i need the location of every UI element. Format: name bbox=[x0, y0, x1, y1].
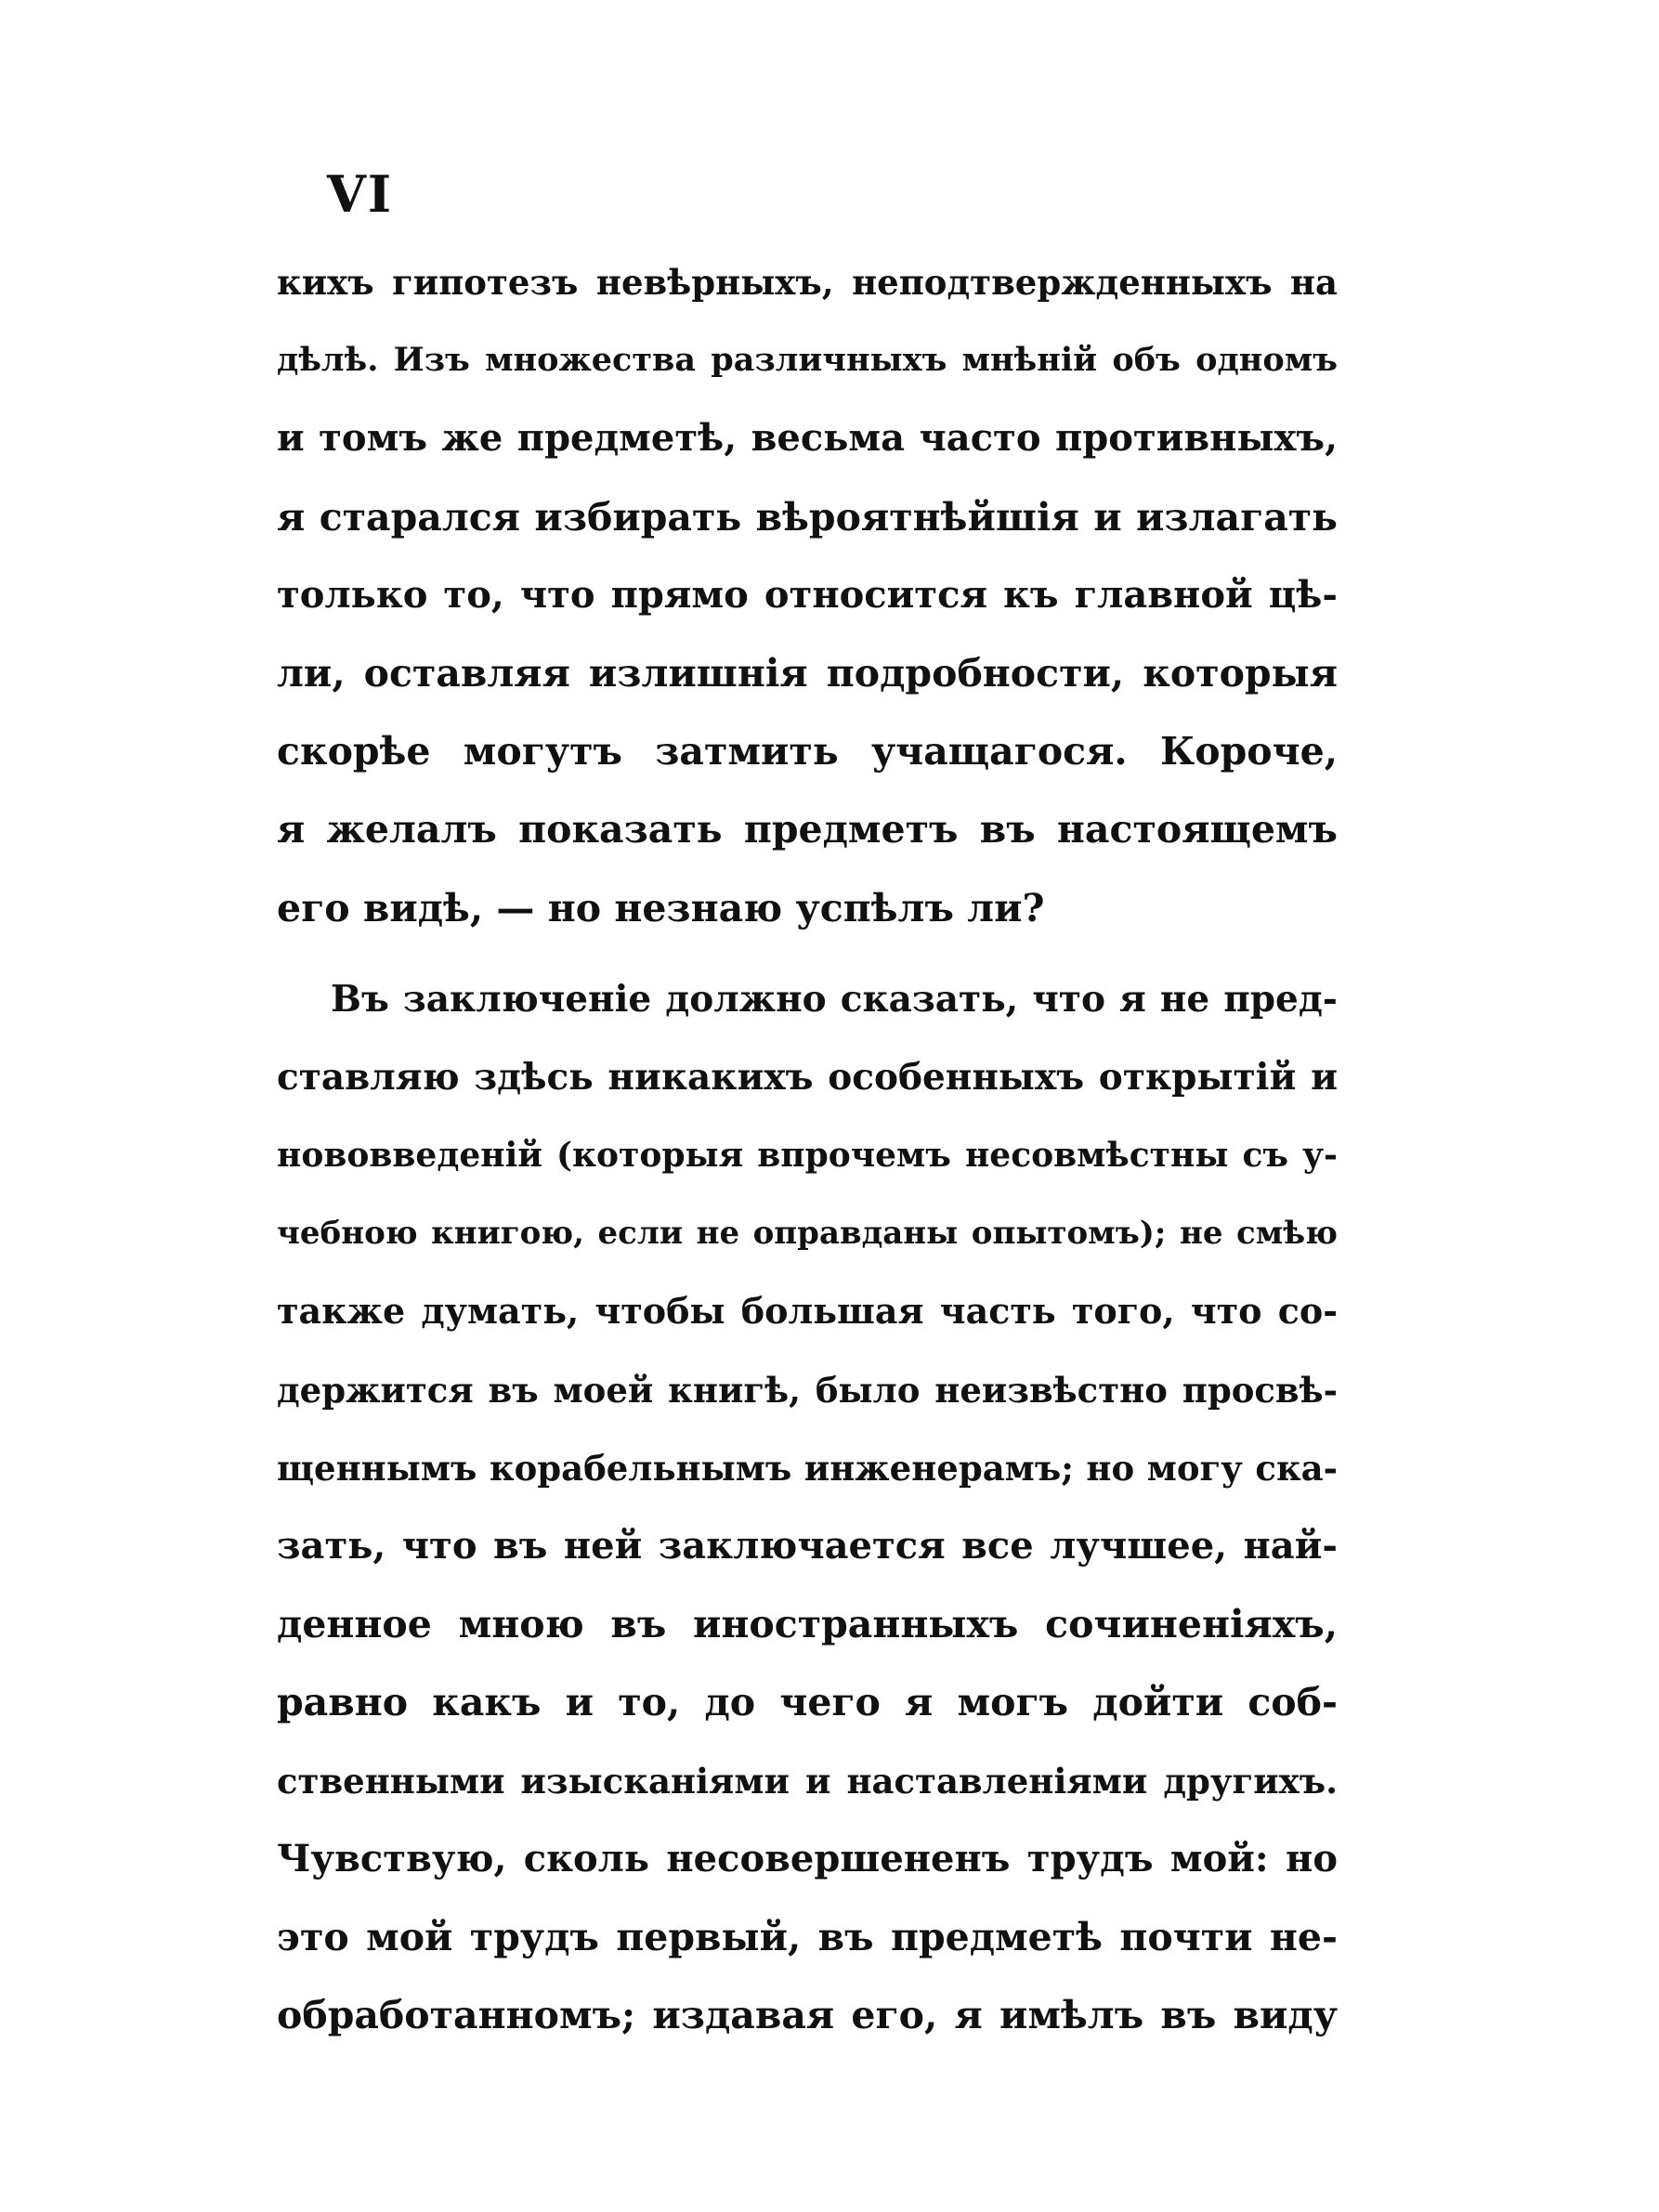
text-line: ли, оставляя излишнія подробности, которыя bbox=[277, 650, 1338, 696]
text-line: скорѣе могутъ затмить учащагося. Короче, bbox=[277, 729, 1338, 774]
text-line: я старался избирать вѣроятнѣйшія и излагать bbox=[277, 494, 1338, 540]
text-line: дѣлѣ. Изъ множества различныхъ мнѣній объ одномъ bbox=[277, 341, 1338, 380]
text-line: держится въ моей книгѣ, было неизвѣстно просвѣ- bbox=[277, 1369, 1338, 1411]
paragraph-gap bbox=[277, 947, 1338, 960]
text-line: чебною книгою, если не оправданы опытомъ); не смѣю bbox=[277, 1215, 1338, 1253]
text-line: только то, что прямо относится къ главной цѣ- bbox=[277, 572, 1338, 617]
text-line: ставляю здѣсь никакихъ особенныхъ открытій и bbox=[277, 1055, 1338, 1099]
text-line: я желалъ показать предметъ въ настоящемъ bbox=[277, 807, 1338, 852]
text-line: обработанномъ; издавая его, я имѣлъ въ виду bbox=[277, 1993, 1338, 2038]
text-line: также думать, чтобы большая часть того, что со- bbox=[277, 1290, 1338, 1333]
text-line: щеннымъ корабельнымъ инженерамъ; но могу ска- bbox=[277, 1447, 1338, 1489]
text-line: Чувствую, сколь несовершененъ трудъ мой: но bbox=[277, 1836, 1338, 1880]
text-line: равно какъ и то, до чего я могъ дойти соб- bbox=[277, 1680, 1338, 1725]
text-line: это мой трудъ первый, въ предметѣ почти не- bbox=[277, 1914, 1338, 1959]
text-line: и томъ же предметѣ, весьма часто противныхъ, bbox=[277, 416, 1338, 461]
text-line: Въ заключеніе должно сказать, что я не пред- bbox=[331, 977, 1338, 1021]
text-line: его видѣ, — но незнаю успѣлъ ли? bbox=[277, 885, 1045, 930]
body-text bbox=[277, 243, 1338, 2054]
text-line: денное мною въ иностранныхъ сочиненіяхъ, bbox=[277, 1602, 1338, 1647]
text-line: ственными изысканіями и наставленіями другихъ. bbox=[277, 1760, 1338, 1802]
text-line: зать, что въ ней заключается все лучшее, най- bbox=[277, 1524, 1338, 1568]
text-line: кихъ гипотезъ невѣрныхъ, неподтвержденныхъ на bbox=[277, 262, 1338, 303]
text-line: нововведеній (которыя впрочемъ несовмѣстны съ у- bbox=[277, 1136, 1338, 1176]
page-number: VI bbox=[327, 164, 394, 224]
